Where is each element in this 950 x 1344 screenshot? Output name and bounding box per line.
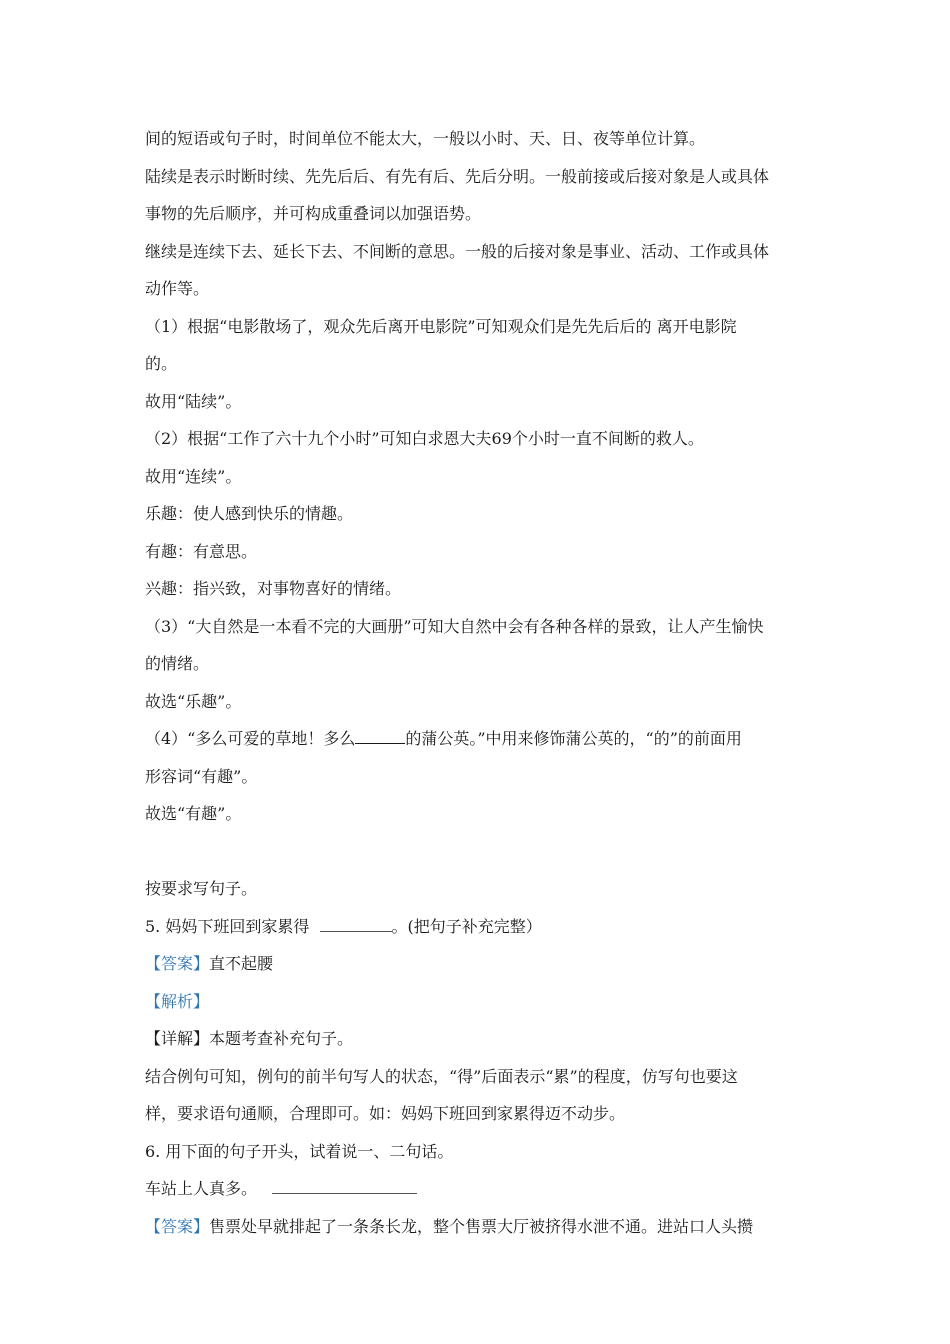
text-line: 动作等。	[145, 279, 210, 298]
detail-text: 本题考查补充句子。	[209, 1029, 354, 1048]
detail-tag: 【详解】	[145, 1029, 210, 1048]
q5-text-after: 。(把句子补充完整）	[391, 916, 542, 936]
text-line: 结合例句可知，例句的前半句写人的状态，“得”后面表示“累”的程度，仿写句也要这	[145, 1066, 738, 1086]
answer-text: 直不起腰	[209, 954, 274, 973]
text-line: 乐趣：使人感到快乐的情趣。	[145, 504, 354, 523]
text-line: （1）根据“电影散场了，观众先后离开电影院”可知观众们是先先后后的 离开电影院	[145, 316, 737, 336]
q6-prompt-line	[145, 1170, 810, 1208]
analysis-line	[145, 983, 810, 1021]
text-line: 故用“陆续”。	[145, 391, 242, 411]
fill-blank	[355, 725, 405, 744]
q6-prompt: 车站上人真多。	[145, 1179, 258, 1198]
answer-tag: 【答案】	[145, 1216, 210, 1236]
section-title: 按要求写句子。	[145, 879, 258, 898]
text-line: 的。	[145, 354, 178, 373]
text-line: 的情绪。	[145, 654, 210, 673]
document-body	[145, 120, 810, 1245]
answer-line	[145, 945, 810, 983]
answer-line	[145, 1208, 810, 1246]
text-line: 样，要求语句通顺，合理即可。如：妈妈下班回到家累得迈不动步。	[145, 1104, 626, 1123]
q4-line	[145, 720, 810, 758]
q5-text-before: 5. 妈妈下班回到家累得	[145, 916, 310, 936]
answer-tag: 【答案】	[145, 954, 210, 973]
fill-blank	[320, 913, 392, 932]
text-line: 有趣：有意思。	[145, 541, 258, 561]
answer-text: 售票处早就排起了一条条长龙，整个售票大厅被挤得水泄不通。进站口人头攒	[209, 1216, 754, 1236]
analysis-tag: 【解析】	[145, 991, 210, 1011]
text-line: 故选“有趣”。	[145, 804, 242, 823]
spacer	[145, 833, 810, 871]
question-5	[145, 908, 810, 946]
text-line: 兴趣：指兴致，对事物喜好的情绪。	[145, 579, 402, 598]
text-line: （3）“大自然是一本看不完的大画册”可知大自然中会有各种各样的景致，让人产生愉快	[145, 616, 764, 636]
q4-text-after: 的蒲公英。”中用来修饰蒲公英的，“的”的前面用	[405, 729, 742, 748]
text-line: 陆续是表示时断时续、先先后后、有先有后、先后分明。一般前接或后接对象是人或具体	[145, 166, 770, 186]
text-line: 间的短语或句子时，时间单位不能太大，一般以小时、天、日、夜等单位计算。	[145, 129, 706, 148]
q4-text-before: （4）“多么可爱的草地！多么	[145, 729, 356, 748]
text-line: 形容词“有趣”。	[145, 766, 258, 786]
text-line: 事物的先后顺序，并可构成重叠词以加强语势。	[145, 204, 482, 223]
text-line: 继续是连续下去、延长下去、不间断的意思。一般的后接对象是事业、活动、工作或具体	[145, 241, 770, 261]
text-line: （2）根据“工作了六十九个小时”可知白求恩大夫69个小时一直不间断的救人。	[145, 429, 704, 448]
text-line: 故用“连续”。	[145, 466, 242, 486]
fill-blank	[272, 1175, 417, 1194]
detail-line	[145, 1020, 810, 1058]
text-line: 故选“乐趣”。	[145, 691, 242, 711]
question-6: 6. 用下面的句子开头，试着说一、二句话。	[145, 1141, 454, 1161]
